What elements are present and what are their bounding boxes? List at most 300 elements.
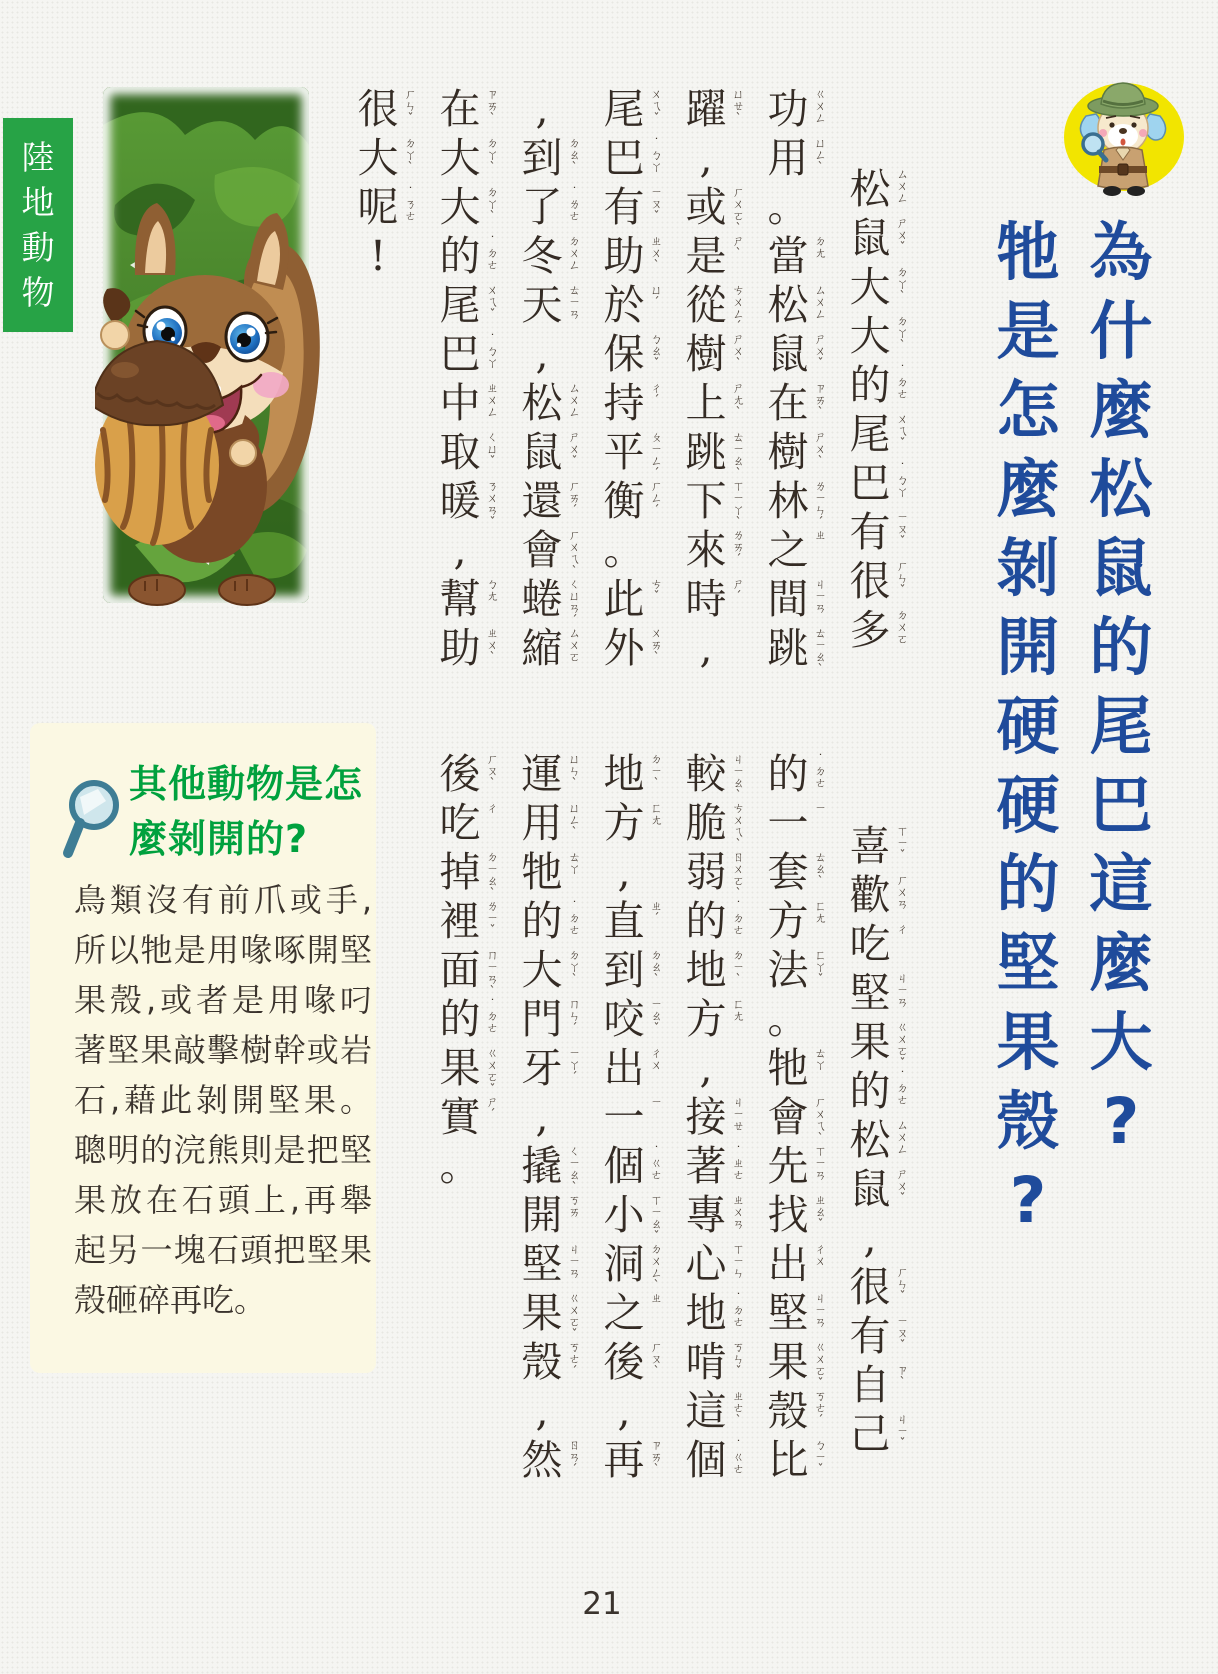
page-number: 21 [582,1586,622,1622]
char-cell: 蜷 ㄑ ㄩ ㄢ ˊ [520,575,564,624]
zhuyin-annotation: ㄕ ㄨ ˋ [732,332,745,370]
char-cell: 出 ㄔ ㄨ [602,1044,646,1093]
text-column [848,822,912,1485]
char-cell: 之 ㄓ [766,526,810,575]
zhuyin-annotation: ㄧ ㄡ ˇ [650,185,663,223]
zhuyin-annotation: ㄎ ㄜ ˊ [814,1389,827,1427]
zhuyin-annotation: ˙ ㄅ ㄚ [486,332,499,370]
zhuyin-annotation: ㄐ ㄧ ㄢ [814,577,827,615]
zhuyin-annotation: ˙ ㄅ ㄚ [650,136,663,174]
zhuyin-annotation: ㄓ ㄨ ㄥ [486,381,499,419]
char-cell: 天 ㄊ ㄧ ㄢ [520,281,564,330]
char-cell: 。 [439,1142,481,1190]
zhuyin-annotation: ㄏ ㄡ ˋ [486,752,499,790]
zhuyin-annotation: ㄕ ㄨ ˇ [568,430,581,468]
text-column [520,85,584,673]
zhuyin-annotation: ㄩ ˊ [650,283,663,309]
zhuyin-annotation: ㄌ ㄞ ˊ [732,528,745,566]
char-cell: 鼠 ㄕ ㄨ ˇ [766,330,810,379]
char-cell: 大 ㄉ ㄚ ˋ [356,134,400,183]
char-cell: 松 ㄙ ㄨ ㄥ [848,165,892,214]
zhuyin-annotation: ㄊ ㄧ ㄠ ˋ [732,430,745,480]
char-cell: 會 ㄏ ㄨ ㄟ ˋ [520,526,564,575]
detective-bear-icon [1048,70,1196,204]
char-cell: 牠 ㄊ ㄚ [520,848,564,897]
magnifier-icon [58,775,124,875]
title-char: 麼 [1089,374,1153,447]
zhuyin-annotation: ㄐ ㄧ ㄝ [732,1095,745,1133]
zhuyin-annotation: ㄉ ㄤ [814,234,827,260]
zhuyin-annotation: ˙ ㄉ ㄜ [896,1069,909,1107]
zhuyin-annotation: ㄍ ㄨ ㄛ ˇ [896,1020,909,1070]
char-cell: , [699,134,713,182]
char-cell: , [699,1044,713,1092]
char-cell: , [535,1387,549,1435]
char-cell: 大 ㄉ ㄚ ˋ [438,183,482,232]
char-cell: , [453,526,467,574]
infobox-title: 其他動物是怎 麼剝開的? [129,762,364,861]
title-char: 為 [1089,216,1153,289]
title-char: 硬 [996,769,1060,842]
sidebar-infobox [30,723,376,1373]
zhuyin-annotation: ㄧ ㄡ ˇ [896,1314,909,1352]
char-cell: 很 ㄏ ㄣ ˇ [356,85,400,134]
text-column [848,165,912,673]
char-cell: 己 ㄐ ㄧ ˇ [848,1410,892,1459]
char-cell: 此 ㄘ ˇ [602,575,646,624]
title-char: 麼 [996,453,1060,526]
char-cell: 的 ˙ ㄉ ㄜ [438,995,482,1044]
char-cell: ! [369,232,387,280]
title-char: 開 [996,611,1060,684]
char-cell: 套 ㄊ ㄠ ˋ [766,848,810,897]
char-cell: 躍 ㄩ ㄝ ˋ [684,85,728,134]
char-cell: 鼠 ㄕ ㄨ ˇ [520,428,564,477]
page-title-line-1 [1086,216,1156,1164]
zhuyin-annotation: ˙ ㄍ ㄜ [732,1438,745,1476]
char-cell: 當 ㄉ ㄤ [766,232,810,281]
zhuyin-annotation: ㄕ ㄨ ˋ [814,430,827,468]
zhuyin-annotation: ㄩ ㄥ ˋ [814,136,827,174]
tab-char: 物 [21,272,55,312]
char-cell: , [863,1214,877,1262]
zhuyin-annotation: ㄘ ˇ [650,577,663,603]
zhuyin-annotation: ㄕ ㄨ ˇ [814,332,827,370]
zhuyin-annotation: ㄈ ㄤ [732,997,745,1023]
zhuyin-annotation: ㄏ ㄣ ˇ [896,559,909,597]
char-cell: 啃 ㄎ ㄣ ˇ [684,1338,728,1387]
zhuyin-annotation: ˙ ㄉ ㄜ [568,899,581,937]
zhuyin-annotation: ㄏ ㄨ ㄛ ˋ [732,185,745,235]
zhuyin-annotation: ㄖ ㄨ ㄛ ˋ [732,850,745,900]
char-cell: 在 ㄗ ㄞ ˋ [766,379,810,428]
char-cell: 尾 ㄨ ㄟ ˇ [848,410,892,459]
char-cell: , [535,330,549,378]
zhuyin-annotation: ˙ ㄉ ㄜ [486,234,499,272]
zhuyin-annotation: ㄗ ㄞ ˋ [486,87,499,125]
char-cell: 心 ㄒ ㄧ ㄣ [684,1240,728,1289]
char-cell: 。 [767,995,809,1043]
zhuyin-annotation: ㄎ ㄜ ˊ [568,1340,581,1378]
zhuyin-annotation: ㄔ ˊ [650,381,663,407]
zhuyin-annotation: ㄧ ㄚ ˊ [568,1046,581,1084]
title-char: 殼 [996,1085,1060,1158]
text-column [684,750,748,1485]
page-title-line-2 [993,216,1063,1243]
char-cell: 的 ˙ ㄉ ㄜ [848,1067,892,1116]
char-cell: 的 ˙ ㄉ ㄜ [438,232,482,281]
char-cell: 從 ㄘ ㄨ ㄥ ˊ [684,281,728,330]
title-char: ? [1009,1164,1047,1237]
char-cell: 會 ㄏ ㄨ ㄟ ˋ [766,1093,810,1142]
tab-char: 動 [21,227,55,267]
title-char: 麼 [1089,927,1153,1000]
char-cell: 牙 ㄧ ㄚ ˊ [520,1044,564,1093]
zhuyin-annotation: ㄒ ㄧ ㄢ [814,1144,827,1182]
char-cell: 鼠 ㄕ ㄨ ˇ [848,214,892,263]
char-cell: 大 ㄉ ㄚ ˋ [848,263,892,312]
char-cell: 這 ㄓ ㄜ ˋ [684,1387,728,1436]
char-cell: 大 ㄉ ㄚ ˋ [438,134,482,183]
zhuyin-annotation: ㄩ ㄣ ˋ [568,752,581,790]
char-cell: 間 ㄐ ㄧ ㄢ [766,575,810,624]
char-cell: 樹 ㄕ ㄨ ˋ [766,428,810,477]
zhuyin-annotation: ㄈ ㄤ [814,899,827,925]
char-cell: 堅 ㄐ ㄧ ㄢ [848,969,892,1018]
char-cell: 。 [603,526,645,574]
char-cell: 再 ㄗ ㄞ ˋ [602,1436,646,1485]
zhuyin-annotation: ㄇ ㄧ ㄢ ˋ [486,948,499,998]
zhuyin-annotation: ㄙ ㄨ ㄥ [896,1118,909,1156]
char-cell: 保 ㄅ ㄠ ˇ [602,330,646,379]
zhuyin-annotation: ㄏ ㄣ ˇ [896,1265,909,1303]
char-cell: 很 ㄏ ㄣ ˇ [848,1263,892,1312]
text-column [766,85,830,676]
zhuyin-annotation: ㄧ [650,1095,663,1109]
char-cell: 後 ㄏ ㄡ ˋ [602,1338,646,1387]
char-cell: 用 ㄩ ㄥ ˋ [520,799,564,848]
char-cell: 一 ㄧ [602,1093,646,1142]
zhuyin-annotation: ˙ ㄉ ㄜ [814,752,827,790]
char-cell: 到 ㄉ ㄠ ˋ [602,946,646,995]
title-char: 硬 [996,690,1060,763]
zhuyin-annotation: ㄘ ㄨ ㄟ ˋ [732,801,745,851]
zhuyin-annotation: ㄕ ㄨ ˇ [896,216,909,254]
zhuyin-annotation: ㄩ ㄥ ˋ [568,801,581,839]
zhuyin-annotation: ㄊ ㄚ [568,850,581,876]
char-cell: 個 ˙ ㄍ ㄜ [684,1436,728,1485]
char-cell: 地 ㄉ ㄧ ˋ [602,750,646,799]
char-cell: 有 ㄧ ㄡ ˇ [848,1312,892,1361]
zhuyin-annotation: ㄉ ㄚ ˋ [896,265,909,303]
char-cell: 縮 ㄙ ㄨ ㄛ [520,624,564,673]
zhuyin-annotation: ㄐ ㄧ ㄢ [814,1291,827,1329]
char-cell: 一 ㄧ [766,799,810,848]
zhuyin-annotation: ㄍ ㄨ ㄛ ˇ [814,1340,827,1390]
zhuyin-annotation: ㄕ ˊ [486,1095,499,1121]
zhuyin-annotation: ㄓ ㄨ ㄢ [732,1193,745,1231]
char-cell: 方 ㄈ ㄤ [684,995,728,1044]
zhuyin-annotation: ㄐ ㄧ ˇ [896,1412,909,1450]
char-cell: 專 ㄓ ㄨ ㄢ [684,1191,728,1240]
text-column [438,85,502,673]
zhuyin-annotation: ㄉ ㄧ ˋ [650,752,663,790]
zhuyin-annotation: ㄒ ㄧ ㄠ ˇ [650,1193,663,1243]
infobox-body-text: 鳥類沒有前爪或手,所以牠是用喙啄開堅果殼,或者是用喙叼著堅果敲擊樹幹或岩石,藉此剝開堅果。聰明的浣熊則是把堅果放在石頭上,再舉起另一塊石頭把堅果殼砸碎再吃。 [74,881,372,1319]
zhuyin-annotation: ㄉ ㄠ ˋ [568,136,581,174]
char-cell: 實 ㄕ ˊ [438,1093,482,1142]
zhuyin-annotation: ㄏ ㄣ ˇ [404,87,417,125]
zhuyin-annotation: ㄙ ㄨ ㄛ [568,626,581,664]
char-cell: 法 ㄈ ㄚ ˇ [766,946,810,995]
char-cell: 助 ㄓ ㄨ ˋ [438,624,482,673]
zhuyin-annotation: ˙ ㄉ ㄜ [486,997,499,1035]
char-cell: 脆 ㄘ ㄨ ㄟ ˋ [684,799,728,848]
text-column [684,85,748,673]
zhuyin-annotation: ㄖ ㄢ ˊ [568,1438,581,1476]
char-cell: 取 ㄑ ㄩ ˇ [438,428,482,477]
char-cell: 果 ㄍ ㄨ ㄛ ˇ [766,1338,810,1387]
char-cell: 的 ˙ ㄉ ㄜ [766,750,810,799]
zhuyin-annotation: ㄉ ㄨ ㄛ [896,608,909,646]
char-cell: 的 ˙ ㄉ ㄜ [848,361,892,410]
zhuyin-annotation: ㄉ ㄚ ˋ [486,185,499,223]
char-cell: 暖 ㄋ ㄨ ㄢ ˇ [438,477,482,526]
zhuyin-annotation: ㄈ ㄤ [650,801,663,827]
zhuyin-annotation: ㄨ ㄞ ˋ [650,626,663,664]
zhuyin-annotation: ㄓ [650,1291,663,1305]
char-cell: 裡 ㄌ ㄧ ˇ [438,897,482,946]
zhuyin-annotation: ㄊ ㄚ [814,1046,827,1072]
char-cell: 跳 ㄊ ㄧ ㄠ ˋ [766,624,810,673]
char-cell: 下 ㄒ ㄧ ㄚ ˋ [684,477,728,526]
char-cell: 的 ˙ ㄉ ㄜ [684,897,728,946]
zhuyin-annotation: ㄑ ㄩ ㄢ ˊ [568,577,581,627]
char-cell: 功 ㄍ ㄨ ㄥ [766,85,810,134]
zhuyin-annotation: ㄒ ㄧ ㄣ [732,1242,745,1280]
section-tab-land-animals [3,118,73,332]
title-char: 牠 [996,216,1060,289]
zhuyin-annotation: ㄉ ㄨ ㄥ ˋ [650,1242,663,1292]
zhuyin-annotation: ㄔ [486,801,499,815]
zhuyin-annotation: ㄨ ㄟ ˇ [486,283,499,321]
zhuyin-annotation: ㄙ ㄨ ㄥ [896,167,909,205]
zhuyin-annotation: ㄏ ㄞ ˊ [568,479,581,517]
zhuyin-annotation: ㄔ [896,922,909,936]
char-cell: 很 ㄏ ㄣ ˇ [848,557,892,606]
zhuyin-annotation: ㄏ ㄡ ˋ [650,1340,663,1378]
char-cell: 衡 ㄏ ㄥ ˊ [602,477,646,526]
zhuyin-annotation: ㄗ ˋ [896,1363,909,1389]
text-column [602,750,666,1485]
char-cell: 洞 ㄉ ㄨ ㄥ ˋ [602,1240,646,1289]
char-cell: , [699,624,713,672]
char-cell: 之 ㄓ [602,1289,646,1338]
zhuyin-annotation: ㄔ ㄨ [650,1046,663,1072]
zhuyin-annotation: ㄊ ㄧ ㄢ [568,283,581,321]
char-cell: 堅 ㄐ ㄧ ㄢ [766,1289,810,1338]
zhuyin-annotation: ㄍ ㄨ ㄛ ˇ [486,1046,499,1096]
zhuyin-annotation: ㄒ ㄧ ˇ [896,824,909,862]
char-cell: 有 ㄧ ㄡ ˇ [848,508,892,557]
zhuyin-annotation: ㄏ ㄥ ˊ [650,479,663,517]
char-cell: 於 ㄩ ˊ [602,281,646,330]
char-cell: 巴 ˙ ㄅ ㄚ [602,134,646,183]
char-cell: 持 ㄔ ˊ [602,379,646,428]
char-cell: 還 ㄏ ㄞ ˊ [520,477,564,526]
char-cell: 地 ˙ ㄉ ㄜ [684,1289,728,1338]
char-cell: 接 ㄐ ㄧ ㄝ [684,1093,728,1142]
zhuyin-annotation: ㄧ [814,801,827,815]
char-cell: 大 ㄉ ㄚ ˋ [848,312,892,361]
char-cell: 冬 ㄉ ㄨ ㄥ [520,232,564,281]
zhuyin-annotation: ㄩ ㄝ ˋ [732,87,745,125]
zhuyin-annotation: ㄙ ㄨ ㄥ [814,283,827,321]
zhuyin-annotation: ㄉ ㄠ ˋ [650,948,663,986]
char-cell: 運 ㄩ ㄣ ˋ [520,750,564,799]
char-cell: 中 ㄓ ㄨ ㄥ [438,379,482,428]
char-cell: 尾 ㄨ ㄟ ˇ [602,85,646,134]
squirrel-with-acorn-illustration [95,85,323,620]
char-cell: 時 ㄕ ˊ [684,575,728,624]
char-cell: 小 ㄒ ㄧ ㄠ ˇ [602,1191,646,1240]
zhuyin-annotation: ㄉ ㄨ ㄥ [568,234,581,272]
zhuyin-annotation: ㄓ ㄠ ˇ [814,1193,827,1231]
tab-char: 陸 [21,137,55,177]
char-cell: 是 ㄕ ˋ [684,232,728,281]
zhuyin-annotation: ㄓ ㄜ ˋ [732,1389,745,1427]
zhuyin-annotation: ˙ ㄓ ㄜ [732,1144,745,1182]
char-cell: 吃 ㄔ [438,799,482,848]
zhuyin-annotation: ㄧ ㄡ ˇ [896,510,909,548]
char-cell: 尾 ㄨ ㄟ ˇ [438,281,482,330]
char-cell: 較 ㄐ ㄧ ㄠ ˋ [684,750,728,799]
char-cell: 方 ㄈ ㄤ [766,897,810,946]
title-char: 鼠 [1089,532,1153,605]
char-cell: 堅 ㄐ ㄧ ㄢ [520,1240,564,1289]
char-cell: 歡 ㄏ ㄨ ㄢ [848,871,892,920]
char-cell: 吃 ㄔ [848,920,892,969]
zhuyin-annotation: ㄎ ㄣ ˇ [732,1340,745,1378]
text-column [602,85,666,673]
zhuyin-annotation: ㄗ ㄞ ˋ [650,1438,663,1476]
zhuyin-annotation: ㄏ ㄨ ㄢ [896,873,909,911]
char-cell: 果 ㄍ ㄨ ㄛ ˇ [438,1044,482,1093]
zhuyin-annotation: ㄈ ㄚ ˇ [814,948,827,986]
title-char: 大 [1089,1006,1153,1079]
title-char: 的 [1089,611,1153,684]
zhuyin-annotation: ㄌ ㄧ ㄣ ˊ [814,479,827,529]
zhuyin-annotation: ㄐ ㄧ ㄠ ˋ [732,752,745,802]
zhuyin-annotation: ˙ ㄉ ㄜ [896,363,909,401]
char-cell: 平 ㄆ ㄧ ㄥ ˊ [602,428,646,477]
char-cell: 後 ㄏ ㄡ ˋ [438,750,482,799]
zhuyin-annotation: ㄕ ˋ [732,234,745,260]
char-cell: 自 ㄗ ˋ [848,1361,892,1410]
zhuyin-annotation: ˙ ㄍ ㄜ [650,1144,663,1182]
zhuyin-annotation: ˙ ㄅ ㄚ [896,461,909,499]
char-cell: 有 ㄧ ㄡ ˇ [602,183,646,232]
char-cell: 。 [767,183,809,231]
zhuyin-annotation: ㄅ ㄧ ˇ [814,1438,827,1476]
char-cell: 巴 ˙ ㄅ ㄚ [848,459,892,508]
char-cell: 先 ㄒ ㄧ ㄢ [766,1142,810,1191]
char-cell: 弱 ㄖ ㄨ ㄛ ˋ [684,848,728,897]
char-cell: , [535,1093,549,1141]
zhuyin-annotation: ㄌ ㄧ ˇ [486,899,499,937]
zhuyin-annotation: ˙ ㄌ ㄜ [568,185,581,223]
char-cell: 大 ㄉ ㄚ ˋ [520,946,564,995]
zhuyin-annotation: ㄙ ㄨ ㄥ [568,381,581,419]
char-cell: 助 ㄓ ㄨ ˋ [602,232,646,281]
text-column [520,750,584,1485]
char-cell: 林 ㄌ ㄧ ㄣ ˊ [766,477,810,526]
char-cell: 比 ㄅ ㄧ ˇ [766,1436,810,1485]
zhuyin-annotation: ㄒ ㄧ ㄚ ˋ [732,479,745,529]
zhuyin-annotation: ㄕ ㄨ ˇ [896,1167,909,1205]
char-cell: 地 ㄉ ㄧ ˋ [684,946,728,995]
zhuyin-annotation: ㄔ ㄨ [814,1242,827,1268]
char-cell: 咬 ㄧ ㄠ ˇ [602,995,646,1044]
zhuyin-annotation: ㄍ ㄨ ㄛ ˇ [568,1291,581,1341]
zhuyin-annotation: ㄋ ㄨ ㄢ ˇ [486,479,499,529]
title-char: 尾 [1089,690,1153,763]
zhuyin-annotation: ㄨ ㄟ ˇ [650,87,663,125]
tab-char: 地 [21,182,55,222]
zhuyin-annotation: ㄅ ㄠ ˇ [650,332,663,370]
char-cell: 出 ㄔ ㄨ [766,1240,810,1289]
zhuyin-annotation: ㄓ ˊ [650,899,663,925]
char-cell: 找 ㄓ ㄠ ˇ [766,1191,810,1240]
zhuyin-annotation: ˙ ㄉ ㄜ [732,899,745,937]
title-char: ? [1102,1085,1140,1158]
char-cell: 外 ㄨ ㄞ ˋ [602,624,646,673]
zhuyin-annotation: ㄍ ㄨ ㄥ [814,87,827,125]
char-cell: 的 ˙ ㄉ ㄜ [520,897,564,946]
char-cell: 門 ㄇ ㄣ ˊ [520,995,564,1044]
title-char: 巴 [1089,769,1153,842]
char-cell: 果 ㄍ ㄨ ㄛ ˇ [520,1289,564,1338]
zhuyin-annotation: ㄕ ㄤ ˋ [732,381,745,419]
char-cell: 果 ㄍ ㄨ ㄛ ˇ [848,1018,892,1067]
zhuyin-annotation: ㄇ ㄣ ˊ [568,997,581,1035]
title-char: 是 [996,295,1060,368]
char-cell: 來 ㄌ ㄞ ˊ [684,526,728,575]
zhuyin-annotation: ㄑ ㄧ ㄠ ˋ [568,1144,581,1194]
char-cell: 開 ㄎ ㄞ [520,1191,564,1240]
zhuyin-annotation: ㄅ ㄤ [486,577,499,603]
zhuyin-annotation: ㄑ ㄩ ˇ [486,430,499,468]
char-cell: 掉 ㄉ ㄧ ㄠ ˋ [438,848,482,897]
char-cell: 用 ㄩ ㄥ ˋ [766,134,810,183]
char-cell: 巴 ˙ ㄅ ㄚ [438,330,482,379]
zhuyin-annotation: ㄐ ㄧ ㄢ [568,1242,581,1280]
char-cell: 跳 ㄊ ㄧ ㄠ ˋ [684,428,728,477]
char-cell: 然 ㄖ ㄢ ˊ [520,1436,564,1485]
title-char: 怎 [996,374,1060,447]
title-char: 堅 [996,927,1060,1000]
zhuyin-annotation: ㄏ ㄨ ㄟ ˋ [814,1095,827,1145]
char-cell: 喜 ㄒ ㄧ ˇ [848,822,892,871]
zhuyin-annotation: ㄊ ㄧ ㄠ ˋ [814,626,827,676]
paragraph-squirrel-tail [356,85,912,676]
char-cell: 殼 ㄎ ㄜ ˊ [766,1387,810,1436]
title-char: 果 [996,1006,1060,1079]
text-column [356,85,420,673]
zhuyin-annotation: ㄉ ㄚ ˋ [486,136,499,174]
char-cell: 著 ˙ ㄓ ㄜ [684,1142,728,1191]
zhuyin-annotation: ㄎ ㄞ [568,1193,581,1219]
